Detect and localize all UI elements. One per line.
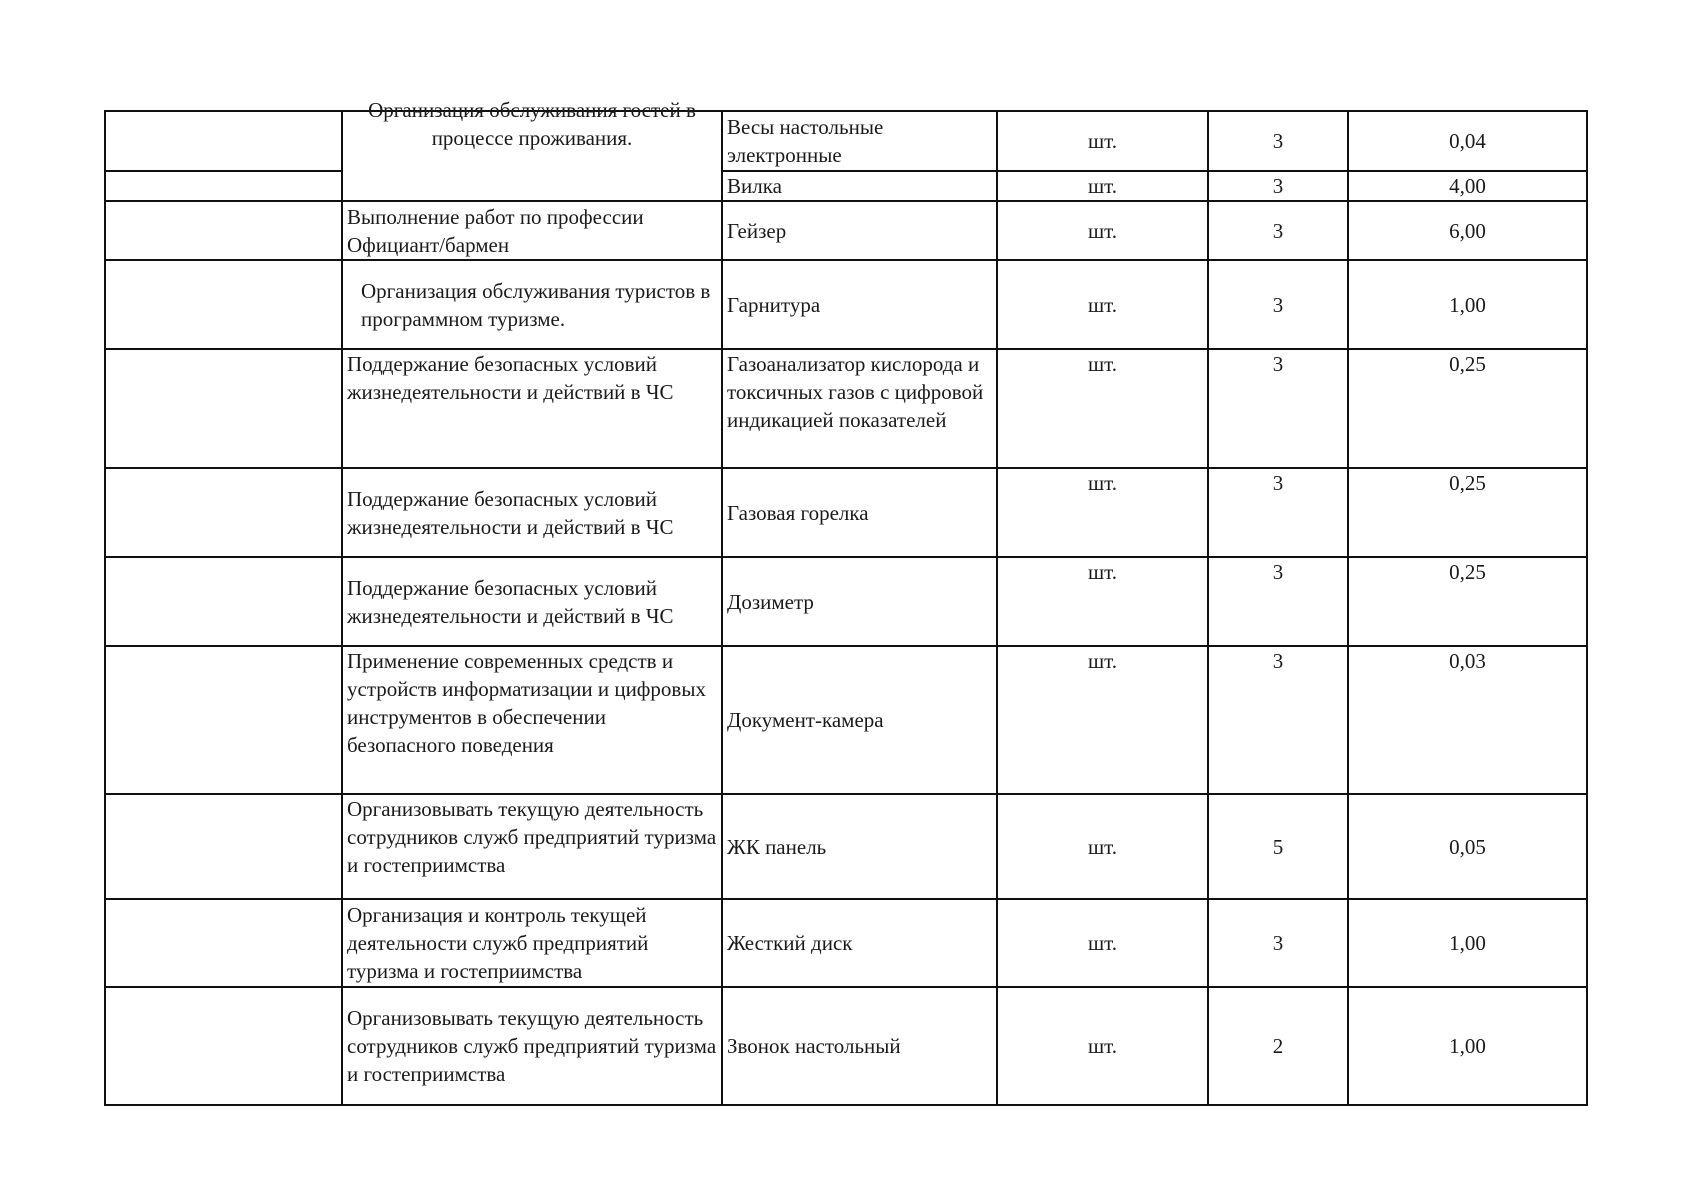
unit-text: шт. bbox=[1087, 129, 1118, 153]
item-cell bbox=[722, 201, 997, 260]
item-cell bbox=[722, 646, 997, 794]
quantity-text: 5 bbox=[1272, 834, 1284, 859]
item-text: Дозиметр bbox=[727, 589, 814, 614]
value-text: 0,03 bbox=[1449, 649, 1486, 673]
activity-text: Организовывать текущую деятельность сотрудников служб предприятий туризма и гостеприимства bbox=[347, 1006, 717, 1086]
value-text: 0,25 bbox=[1449, 471, 1486, 495]
quantity-cell bbox=[1208, 171, 1348, 201]
activity-cell bbox=[342, 98, 722, 201]
activity-cell bbox=[342, 349, 722, 468]
table-row bbox=[105, 899, 1587, 987]
table-row bbox=[105, 111, 1587, 171]
unit-cell bbox=[997, 349, 1208, 468]
item-text: Звонок настольный bbox=[727, 1034, 901, 1058]
item-text: Документ-камера bbox=[727, 708, 884, 732]
unit-text: шт. bbox=[1087, 1034, 1118, 1058]
value-text: 1,00 bbox=[1449, 292, 1486, 317]
value-text: 0,05 bbox=[1449, 834, 1486, 859]
table-row bbox=[105, 201, 1587, 260]
value-text: 1,00 bbox=[1449, 931, 1486, 955]
quantity-cell bbox=[1208, 646, 1348, 794]
item-cell bbox=[722, 468, 997, 557]
value-text: 0,25 bbox=[1449, 560, 1486, 584]
value-cell bbox=[1348, 111, 1587, 171]
unit-cell bbox=[997, 987, 1208, 1105]
item-text: Вилка bbox=[727, 174, 782, 198]
activity-cell bbox=[342, 987, 722, 1105]
value-cell bbox=[1348, 987, 1587, 1105]
quantity-text: 3 bbox=[1272, 292, 1284, 317]
item-text: Жесткий диск bbox=[727, 931, 853, 955]
unit-cell bbox=[997, 557, 1208, 646]
quantity-text: 3 bbox=[1272, 174, 1284, 198]
quantity-cell bbox=[1208, 201, 1348, 260]
row-number-cell bbox=[105, 111, 342, 171]
value-text: 6,00 bbox=[1449, 218, 1486, 243]
value-text: 0,25 bbox=[1449, 352, 1486, 376]
unit-cell bbox=[997, 260, 1208, 349]
quantity-text: 3 bbox=[1272, 560, 1284, 584]
item-cell bbox=[722, 557, 997, 646]
unit-text: шт. bbox=[1087, 834, 1118, 859]
item-text: Газоанализатор кислорода и токсичных газов с цифровой индикацией показателей bbox=[727, 352, 984, 432]
unit-text: шт. bbox=[1087, 649, 1118, 673]
value-text: 4,00 bbox=[1449, 174, 1486, 198]
activity-text: Поддержание безопасных условий жизнедеятельности и действий в ЧС bbox=[347, 352, 674, 404]
item-text: Гейзер bbox=[727, 218, 787, 243]
activity-cell bbox=[342, 899, 722, 987]
activity-text: Поддержание безопасных условий жизнедеятельности и действий в ЧС bbox=[347, 486, 674, 539]
quantity-text: 3 bbox=[1272, 471, 1284, 495]
activity-text: Организация обслуживания гостей в процессе проживания. bbox=[368, 98, 696, 150]
activity-cell bbox=[342, 646, 722, 794]
row-number-cell bbox=[105, 201, 342, 260]
unit-text: шт. bbox=[1087, 560, 1118, 584]
unit-text: шт. bbox=[1087, 218, 1118, 243]
table-row bbox=[105, 987, 1587, 1105]
unit-cell bbox=[997, 899, 1208, 987]
item-cell bbox=[722, 349, 997, 468]
table-row bbox=[105, 468, 1587, 557]
table-row bbox=[105, 794, 1587, 899]
quantity-text: 3 bbox=[1272, 218, 1284, 243]
quantity-text: 3 bbox=[1272, 352, 1284, 376]
item-cell bbox=[722, 899, 997, 987]
value-cell bbox=[1348, 260, 1587, 349]
activity-text: Организация обслуживания туристов в программном туризме. bbox=[361, 278, 711, 331]
item-text: Газовая горелка bbox=[727, 500, 869, 525]
quantity-text: 3 bbox=[1272, 931, 1284, 955]
row-number-cell bbox=[105, 557, 342, 646]
unit-cell bbox=[997, 171, 1208, 201]
activity-cell bbox=[342, 557, 722, 646]
value-cell bbox=[1348, 349, 1587, 468]
activity-cell bbox=[342, 201, 722, 260]
item-text: ЖК панель bbox=[727, 834, 827, 859]
quantity-cell bbox=[1208, 111, 1348, 171]
row-number-cell bbox=[105, 349, 342, 468]
table-row bbox=[105, 557, 1587, 646]
activity-text: Организовывать текущую деятельность сотрудников служб предприятий туризма и гостеприимства bbox=[347, 797, 717, 877]
unit-text: шт. bbox=[1087, 352, 1118, 376]
unit-text: шт. bbox=[1087, 931, 1118, 955]
unit-cell bbox=[997, 794, 1208, 899]
quantity-cell bbox=[1208, 899, 1348, 987]
value-cell bbox=[1348, 899, 1587, 987]
value-text: 0,04 bbox=[1449, 129, 1486, 153]
quantity-cell bbox=[1208, 468, 1348, 557]
unit-cell bbox=[997, 201, 1208, 260]
row-number-cell bbox=[105, 171, 342, 201]
value-cell bbox=[1348, 557, 1587, 646]
item-cell bbox=[722, 171, 997, 201]
unit-cell bbox=[997, 468, 1208, 557]
table-row bbox=[105, 646, 1587, 794]
item-cell bbox=[722, 260, 997, 349]
row-number-cell bbox=[105, 987, 342, 1105]
quantity-text: 3 bbox=[1272, 649, 1284, 673]
quantity-cell bbox=[1208, 987, 1348, 1105]
activity-text: Выполнение работ по профессии Официант/бармен bbox=[347, 204, 644, 257]
unit-cell bbox=[997, 646, 1208, 794]
activity-cell bbox=[342, 794, 722, 899]
item-text: Гарнитура bbox=[727, 292, 821, 317]
value-cell bbox=[1348, 201, 1587, 260]
item-cell bbox=[722, 794, 997, 899]
quantity-cell bbox=[1208, 794, 1348, 899]
item-text: Весы настольные электронные bbox=[727, 115, 884, 167]
table-row bbox=[105, 349, 1587, 468]
activity-cell bbox=[342, 468, 722, 557]
activity-text: Организация и контроль текущей деятельности служб предприятий туризма и гостеприимства bbox=[347, 903, 649, 983]
row-number-cell bbox=[105, 794, 342, 899]
item-cell bbox=[722, 987, 997, 1105]
unit-cell bbox=[997, 111, 1208, 171]
table-row bbox=[105, 260, 1587, 349]
value-cell bbox=[1348, 468, 1587, 557]
table-row bbox=[105, 171, 1587, 201]
quantity-cell bbox=[1208, 349, 1348, 468]
quantity-cell bbox=[1208, 557, 1348, 646]
equipment-table bbox=[104, 98, 1588, 1106]
value-cell bbox=[1348, 646, 1587, 794]
quantity-text: 3 bbox=[1272, 129, 1284, 153]
unit-text: шт. bbox=[1087, 174, 1118, 198]
value-text: 1,00 bbox=[1449, 1034, 1486, 1058]
activity-text: Поддержание безопасных условий жизнедеятельности и действий в ЧС bbox=[347, 575, 674, 628]
unit-text: шт. bbox=[1087, 471, 1118, 495]
row-number-cell bbox=[105, 899, 342, 987]
quantity-text: 2 bbox=[1272, 1034, 1284, 1058]
activity-cell bbox=[342, 260, 722, 349]
value-cell bbox=[1348, 171, 1587, 201]
quantity-cell bbox=[1208, 260, 1348, 349]
row-number-cell bbox=[105, 468, 342, 557]
activity-text: Применение современных средств и устройств информатизации и цифровых инструментов в обеспечении безопасного поведения bbox=[347, 649, 706, 757]
item-cell bbox=[722, 111, 997, 171]
value-cell bbox=[1348, 794, 1587, 899]
row-number-cell bbox=[105, 260, 342, 349]
row-number-cell bbox=[105, 646, 342, 794]
unit-text: шт. bbox=[1087, 292, 1118, 317]
